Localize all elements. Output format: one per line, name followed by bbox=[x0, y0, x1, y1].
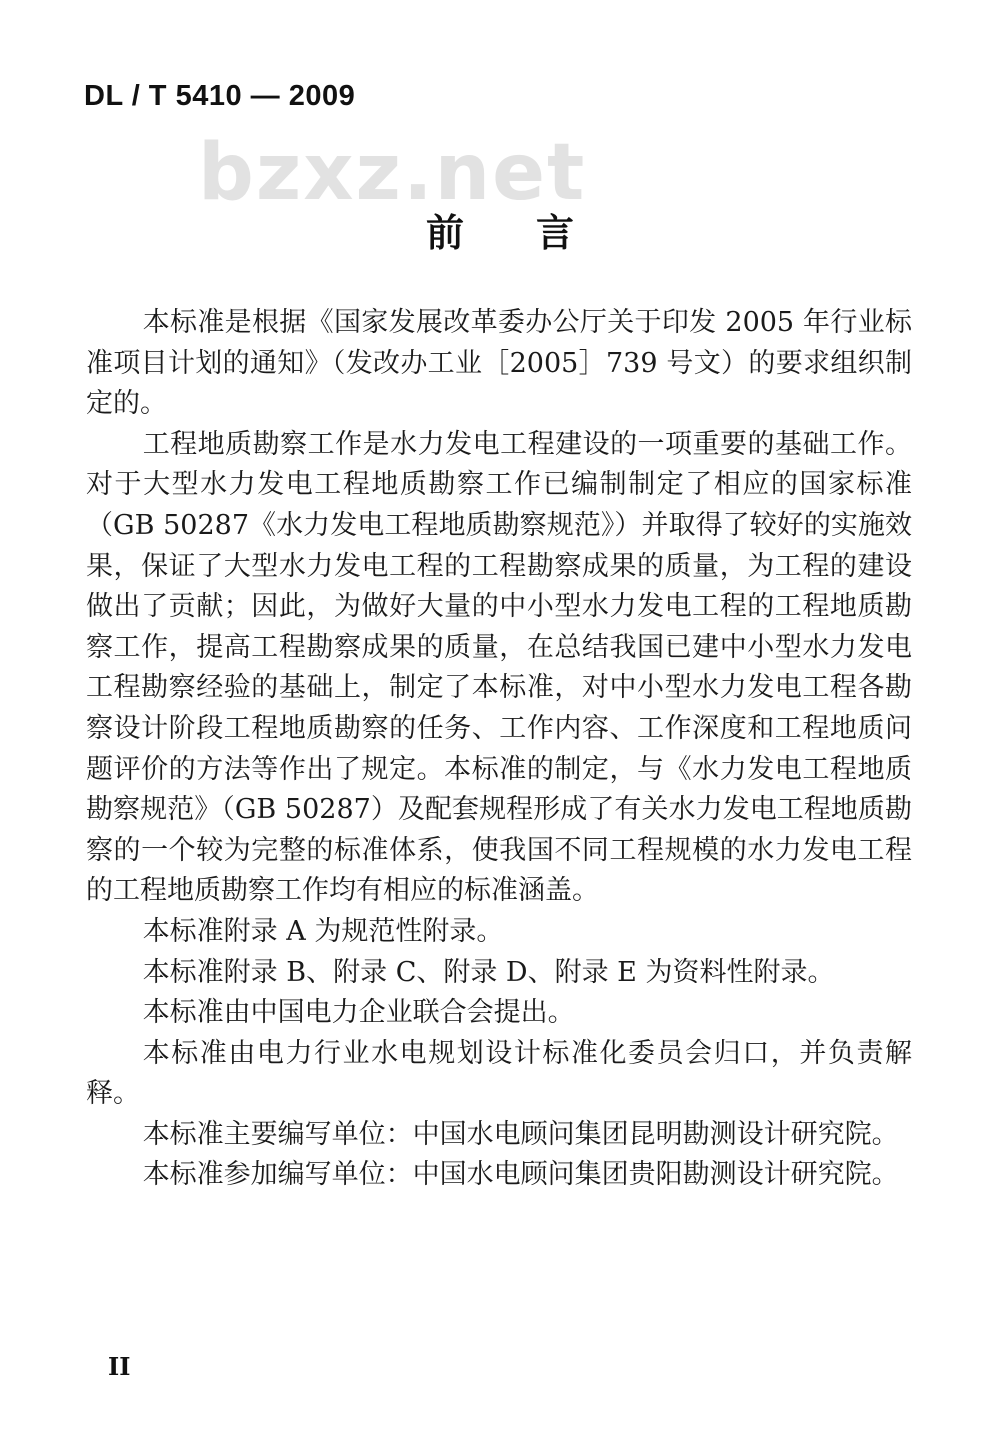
standard-code: DL / T 5410 — 2009 bbox=[84, 80, 356, 112]
paragraph-proposer: 本标准由中国电力企业联合会提出。 bbox=[142, 997, 575, 1029]
paragraph-plan-basis: 本标准是根据《国家发展改革委办公厅关于印发 2005 年行业标准项目计划的通知》（发改办工业［2005］739 号文）的要求组织制定的。 bbox=[86, 307, 912, 420]
foreword-body bbox=[86, 303, 912, 1196]
watermark: bzxz.net bbox=[198, 128, 587, 218]
paragraph-main-drafter: 本标准主要编写单位：中国水电顾问集团昆明勘测设计研究院。 bbox=[142, 1118, 899, 1150]
paragraph-background: 工程地质勘察工作是水力发电工程建设的一项重要的基础工作。对于大型水力发电工程地质勘察工作已编制制定了相应的国家标准（GB 50287《水力发电工程地质勘察规范》）并取得了较好的实施效果，保证了大型水力发电工程的工程勘察成果的质量，为工程的建设做出了贡献；因此，为做好大量的中小型水力发电工程的工程地质勘察工作，提高工程勘察成果的质量，在总结我国已建中小型水力发电工程勘察经验的基础上，制定了本标准，对中小型水力发电工程各勘察设计阶段工程地质勘察的任务、工作内容、工作深度和工程地质问题评价的方法等作出了规定。本标准的制定，与《水力发电工程地质勘察规范》（GB 50287）及配套规程形成了有关水力发电工程地质勘察的一个较为完整的标准体系，使我国不同工程规模的水力发电工程的工程地质勘察工作均有相应的标准涵盖。 bbox=[86, 428, 912, 907]
page-title: 前言 bbox=[425, 211, 646, 255]
paragraph-participating-drafter: 本标准参加编写单位：中国水电顾问集团贵阳勘测设计研究院。 bbox=[142, 1159, 899, 1191]
paragraph-normative-appendix: 本标准附录 A 为规范性附录。 bbox=[142, 915, 504, 947]
paragraph-administrator: 本标准由电力行业水电规划设计标准化委员会归口，并负责解释。 bbox=[86, 1037, 912, 1110]
page-number: II bbox=[108, 1352, 131, 1381]
paragraph-informative-appendices: 本标准附录 B、附录 C、附录 D、附录 E 为资料性附录。 bbox=[142, 956, 835, 988]
